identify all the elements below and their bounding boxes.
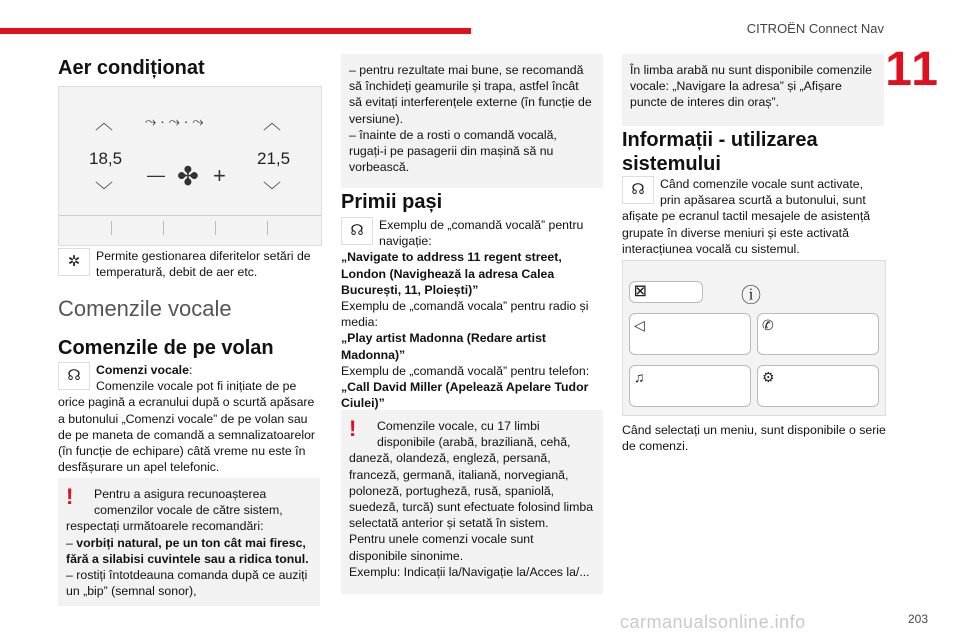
- languages-warning-box: [341, 410, 603, 594]
- continued-tips-box: – pentru rezultate mai bune, se recomandă să închideți geamurile și trapa, astfel încât să evitați interferențele externe (în funcție de versiune). – înainte de a rosti o comandă vocală, rugați-i pe pasagerii din mașină să nu vorbească.: [341, 54, 603, 188]
- ac-panel-illustration: [58, 86, 322, 246]
- minus-icon: —: [147, 165, 165, 185]
- header-title: CITROËN Connect Nav: [746, 21, 884, 36]
- info-heading: Informații - utilizarea sistemului: [622, 129, 818, 175]
- warning-icon: !: [66, 484, 74, 509]
- panel-tick: [163, 221, 164, 235]
- airflow-modes-icon: ⤳ · ⤳ · ⤳: [145, 113, 204, 129]
- chevron-down-icon: ﹀: [95, 181, 113, 201]
- languages-warning-text: Comenzile vocale, cu 17 limbi disponibile (arabă, braziliană, cehă, daneză, olandeză, engleză, persană, franceză, germană, italiană, norvegiană, poloneză, portugheză, rusă, spaniolă, suedeză, turcă) sunt efectuate folosind limba selectată anterior și setată în sistem. Pentru unele comenzi vocale sunt disponibile sinonime. Exemplu: Indicații la/Navigație la/Acces la/...: [349, 419, 594, 579]
- media-menu-tile: [629, 365, 751, 407]
- navigation-arrow-icon: ◁: [634, 317, 645, 333]
- example-phone-intro: Exemplu de „comandă vocală” pentru telefon:: [341, 363, 590, 378]
- example-nav-intro: Exemplu de „comandă vocală” pentru navigație:: [379, 218, 584, 249]
- chevron-up-icon: ︿: [263, 113, 281, 133]
- ac-description: Permite gestionarea diferitelor setări de temperatură, debit de aer etc.: [96, 249, 311, 280]
- voice-commands-heading: Comenzile vocale: [58, 296, 232, 321]
- voice-command-icon: ☊: [622, 176, 654, 204]
- menu-text: Când selectați un meniu, sunt disponibile o serie de comenzi.: [622, 423, 886, 454]
- warning-text: Pentru a asigura recunoașterea comenzilor vocale de către sistem, respectați următoarele recomandări:: [66, 487, 283, 534]
- tip-passengers: înainte de a rosti o comandă vocală, rugați-i pe pasagerii din mașină să nu vorbească.: [349, 127, 557, 175]
- arabic-note-box: [622, 54, 884, 126]
- panel-tick: [111, 221, 112, 235]
- ac-description-block: [58, 248, 320, 280]
- info-text: Când comenzile vocale sunt activate, prin apăsarea scurtă a butonului, sunt afișate pe ecranul tactil mesajele de asistență grupate în diverse meniuri și este activată interacțiunea vocală cu sistemul.: [622, 177, 871, 256]
- arabic-note-text: În limba arabă nu sunt disponibile comenzile vocale: „Navigare la adresa” și „Afișare puncte de interes din oraș”.: [630, 63, 872, 110]
- example-nav-command: „Navigate to address 11 regent street, London (Navighează la adresa Calea București, 11, Ploiești)”: [341, 250, 562, 297]
- warning-box-1: ! Pentru a asigura recunoașterea comenzilor vocale de către sistem, respectați următoarele recomandări: – vorbiți natural, pe un ton cât mai firesc, fără a silabisi cuvintele sau a ridica tonul. – rostiți întotdeauna comanda după ce auziți un „bip” (semnal sonor),: [58, 478, 320, 606]
- close-button-illustration: [629, 281, 703, 303]
- settings-menu-tile: [757, 365, 879, 407]
- navigation-menu-tile: [629, 313, 751, 355]
- voice-cmd-label: Comenzi vocale: [96, 363, 189, 377]
- voice-command-icon: ☊: [58, 362, 90, 390]
- chevron-up-icon: ︿: [95, 113, 113, 133]
- examples-block: [341, 217, 603, 411]
- example-radio-intro: Exemplu de „comandă vocala” pentru radio și media:: [341, 299, 589, 330]
- temperature-left: 18,5: [89, 149, 123, 168]
- close-icon: ☒: [634, 283, 647, 299]
- voice-menu-illustration: [622, 260, 886, 416]
- panel-tick: [267, 221, 268, 235]
- page-number: 203: [907, 612, 928, 626]
- chapter-number: 11: [885, 43, 940, 96]
- menu-text-block: [622, 422, 886, 454]
- ac-heading: Aer condiționat: [58, 57, 205, 79]
- tip-windows: pentru rezultate mai bune, se recomandă să închideți geamurile și trapa, astfel încât să evitați interferențele externe (în funcție de versiune).: [349, 63, 592, 126]
- steering-commands-heading: Comenzile de pe volan: [58, 337, 274, 359]
- header-red-bar: [0, 28, 471, 34]
- watermark: carmanualsonline.info: [620, 612, 806, 632]
- music-icon: ♫: [634, 369, 645, 385]
- fan-icon: ✤: [177, 161, 199, 191]
- warning-icon: !: [349, 416, 357, 441]
- panel-divider: [59, 215, 321, 216]
- panel-tick: [215, 221, 216, 235]
- gear-icon: ⚙: [762, 369, 775, 385]
- first-steps-heading: Primii pași: [341, 191, 443, 213]
- temperature-right: 21,5: [257, 149, 291, 168]
- warning-bullet-2: rostiți întotdeauna comanda după ce auziți un „bip” (semnal sonor),: [66, 568, 308, 599]
- example-radio-command: „Play artist Madonna (Redare artist Madonna)”: [341, 331, 547, 362]
- info-block: [622, 176, 886, 257]
- example-phone-command: „Call David Miller (Apelează Apelare Tudor Ciulei)”: [341, 380, 589, 411]
- plus-icon: +: [213, 163, 226, 188]
- chevron-down-icon: ﹀: [263, 181, 281, 201]
- ac-fan-icon: ✲: [58, 248, 90, 276]
- info-icon: ⓘ: [741, 285, 761, 307]
- voice-cmd-block: [58, 362, 320, 475]
- warning-bullet-1: vorbiți natural, pe un ton cât mai firesc, fără a silabisi cuvintele sau a ridica tonul.: [66, 535, 309, 566]
- phone-menu-tile: [757, 313, 879, 355]
- voice-command-icon: ☊: [341, 217, 373, 245]
- phone-icon: ✆: [762, 317, 774, 333]
- voice-cmd-text: : Comenzile vocale pot fi inițiate de pe orice pagină a ecranului după o scurtă apăsare a butonului „Comenzi vocale” de pe volan sau de pe maneta de comandă a semnalizatoarelor (în funcție de echipare) câtă vreme nu este în desfășurare un apel telefonic.: [58, 363, 316, 475]
